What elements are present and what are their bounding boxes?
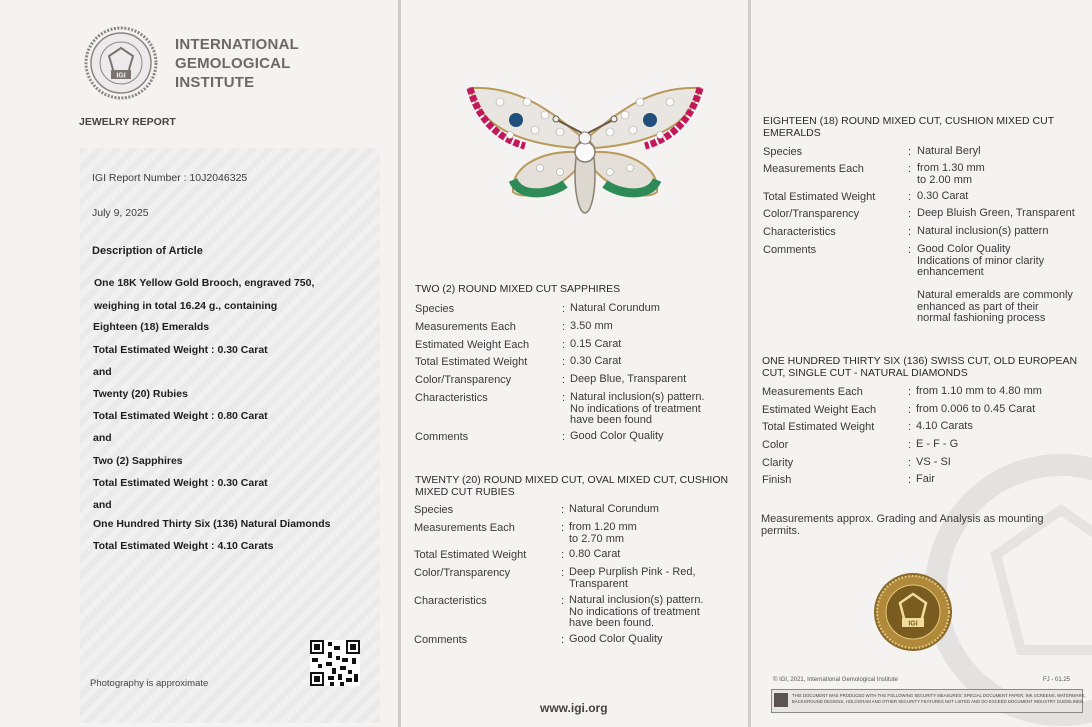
rubies-heading (415, 475, 728, 498)
description-line: Total Estimated Weight : 0.30 Carat (93, 344, 268, 356)
security-shield-icon (774, 693, 788, 707)
field-value: Good Color Quality (569, 633, 663, 645)
value-line: have been found. (569, 617, 655, 629)
field-value (917, 244, 1044, 279)
field-label: Species (415, 303, 455, 315)
colon: : (908, 163, 912, 175)
field-value (569, 522, 637, 545)
field-label: Species (763, 146, 803, 158)
security-text (792, 693, 1086, 705)
description-line: One Hundred Thirty Six (136) Natural Diamonds (93, 518, 331, 530)
value-line: to 2.00 mm (917, 173, 973, 186)
diamonds-panel (751, 0, 1092, 727)
colon: : (908, 226, 912, 238)
description-line: Total Estimated Weight : 4.10 Carats (93, 540, 274, 552)
colon: : (562, 374, 566, 386)
colon: : (908, 404, 912, 416)
description-line: and (93, 432, 112, 444)
field-value: 4.10 Carats (916, 420, 973, 432)
note-line: enhanced as part of their (917, 300, 1039, 313)
emeralds-enhancement-note (917, 290, 1073, 325)
description-line: weighing in total 16.24 g., containing (94, 300, 278, 312)
report-type-title: JEWELRY REPORT (79, 116, 176, 128)
field-value (569, 567, 696, 590)
colon: : (908, 244, 912, 256)
field-value: from 1.10 mm to 4.80 mm (916, 385, 1042, 397)
heading-line: TWENTY (20) ROUND MIXED CUT, OVAL MIXED CUT, CUSHION (415, 474, 729, 486)
colon: : (908, 439, 912, 451)
field-value: 3.50 mm (570, 320, 613, 332)
value-line: Natural inclusion(s) pattern. (570, 391, 705, 403)
colon: : (562, 431, 566, 443)
value-line: enhancement (917, 266, 984, 278)
field-label: Total Estimated Weight (415, 356, 528, 368)
svg-text:IGI: IGI (908, 620, 918, 628)
colon: : (908, 474, 912, 486)
field-label: Clarity (762, 457, 794, 469)
field-label: Color/Transparency (414, 567, 511, 579)
field-label: Measurements Each (763, 163, 864, 175)
value-line: No indications of treatment (570, 402, 701, 415)
field-label: Total Estimated Weight (762, 421, 875, 433)
value-line: from 1.30 mm (917, 162, 985, 174)
security-line: BACKGROUND DESIGNS, HOLOGRAM AND OTHER SECURITY FEATURES NOT LISTED AND DO EXCEED DOCUMENT INDUSTRY GUIDELINES. (792, 699, 1084, 704)
field-label: Comments (763, 244, 817, 256)
gold-igi-hologram-seal (872, 572, 954, 652)
field-label: Color/Transparency (415, 374, 512, 386)
org-line: INSTITUTE (175, 74, 255, 91)
description-line: and (93, 366, 112, 378)
heading-line: CUT, SINGLE CUT - NATURAL DIAMONDS (762, 366, 968, 379)
org-line: INTERNATIONAL (175, 36, 299, 53)
colon: : (562, 392, 566, 404)
colon: : (908, 146, 912, 158)
field-label: Comments (414, 634, 468, 646)
field-label: Estimated Weight Each (415, 339, 530, 351)
field-label: Color (762, 439, 789, 451)
field-value: E - F - G (916, 438, 959, 450)
colon: : (562, 356, 566, 368)
heading-line: MIXED CUT RUBIES (415, 485, 515, 498)
field-value: Fair (916, 473, 935, 485)
field-value (569, 595, 704, 630)
field-label: Total Estimated Weight (763, 191, 876, 203)
field-label: Characteristics (414, 595, 487, 607)
colon: : (561, 504, 565, 516)
heading-line: EIGHTEEN (18) ROUND MIXED CUT, CUSHION MIXED CUT (763, 115, 1055, 127)
field-value: Natural Corundum (570, 302, 660, 314)
qr-code (310, 640, 360, 686)
colon: : (562, 303, 566, 315)
colored-stones-panel (401, 0, 748, 727)
security-line: THIS DOCUMENT WAS PRODUCED WITH THE FOLLOWING SECURITY MEASURES: SPECIAL DOCUMENT PAPER, INK SCREENS, WATERMARK, (792, 693, 1086, 698)
field-label: Measurements Each (414, 522, 515, 534)
heading-line: EMERALDS (763, 126, 821, 139)
field-label: Comments (415, 431, 469, 443)
field-value: 0.80 Carat (569, 548, 621, 560)
sapphires-heading: TWO (2) ROUND MIXED CUT SAPPHIRES (415, 283, 621, 295)
security-watermark-background (80, 148, 380, 723)
colon: : (561, 634, 565, 646)
report-number: IGI Report Number : 10J2046325 (92, 172, 248, 184)
field-value: Natural Corundum (569, 503, 659, 515)
description-line: Twenty (20) Rubies (93, 388, 188, 400)
colon: : (561, 595, 565, 607)
website-link[interactable]: www.igi.org (540, 701, 608, 715)
colon: : (908, 386, 912, 398)
field-label: Measurements Each (415, 321, 516, 333)
measurement-note (761, 514, 1044, 537)
value-line: No indications of treatment (569, 605, 700, 618)
colon: : (908, 421, 912, 433)
svg-text:IGI: IGI (116, 72, 126, 80)
value-line: Natural inclusion(s) pattern. (569, 594, 704, 606)
field-value: Deep Blue, Transparent (570, 373, 687, 385)
field-value: 0.15 Carat (570, 338, 622, 350)
field-value: VS - SI (916, 456, 951, 468)
field-value (570, 392, 705, 427)
field-value: Deep Bluish Green, Transparent (917, 207, 1075, 219)
org-line: GEMOLOGICAL (175, 55, 291, 72)
field-label: Species (414, 504, 454, 516)
copyright-text: © IGI, 2021, International Gemological Institute (773, 677, 898, 683)
description-line: Eighteen (18) Emeralds (93, 321, 210, 333)
colon: : (908, 208, 912, 220)
igi-seal-logo (80, 26, 162, 100)
field-label: Color/Transparency (763, 208, 860, 220)
note-line: normal fashioning process (917, 312, 1046, 324)
note-line: permits. (761, 524, 801, 537)
value-line: Transparent (569, 577, 628, 590)
description-line: Total Estimated Weight : 0.80 Carat (93, 410, 268, 422)
form-code: FJ - 01.25 (1043, 677, 1071, 683)
value-line: Deep Purplish Pink - Red, (569, 566, 696, 578)
field-label: Total Estimated Weight (414, 549, 527, 561)
field-value: Natural Beryl (917, 145, 981, 157)
field-value: 0.30 Carat (917, 190, 969, 202)
colon: : (562, 339, 566, 351)
field-label: Measurements Each (762, 386, 863, 398)
photography-note: Photography is approximate (90, 678, 209, 689)
report-cover-panel (0, 0, 398, 727)
value-line: to 2.70 mm (569, 532, 625, 545)
description-line: One 18K Yellow Gold Brooch, engraved 750, (94, 277, 315, 289)
value-line: from 1.20 mm (569, 521, 637, 533)
security-notice-box (771, 689, 1086, 713)
colon: : (561, 567, 565, 579)
colon: : (561, 549, 565, 561)
colon: : (908, 191, 912, 203)
colon: : (562, 321, 566, 333)
note-line: Natural emeralds are commonly (917, 289, 1073, 301)
butterfly-brooch-photo (465, 80, 705, 220)
value-line: Good Color Quality (917, 243, 1011, 255)
field-label: Characteristics (763, 226, 836, 238)
description-heading: Description of Article (92, 245, 203, 257)
description-line: Total Estimated Weight : 0.30 Carat (93, 477, 268, 489)
field-value: Natural inclusion(s) pattern (917, 225, 1049, 237)
field-value (917, 163, 985, 186)
field-value: from 0.006 to 0.45 Carat (916, 403, 1036, 415)
report-date: July 9, 2025 (92, 207, 149, 219)
value-line: Indications of minor clarity (917, 254, 1045, 267)
note-line: Measurements approx. Grading and Analysis as mounting (761, 513, 1044, 525)
field-value: 0.30 Carat (570, 355, 622, 367)
emeralds-heading (763, 116, 1054, 139)
field-label: Characteristics (415, 392, 488, 404)
organization-name (175, 35, 299, 92)
field-label: Estimated Weight Each (762, 404, 877, 416)
description-line: Two (2) Sapphires (93, 455, 183, 467)
colon: : (908, 457, 912, 469)
value-line: have been found (570, 414, 652, 426)
diamonds-heading (762, 356, 1077, 379)
description-line: and (93, 499, 112, 511)
colon: : (561, 522, 565, 534)
field-value: Good Color Quality (570, 430, 664, 442)
field-label: Finish (762, 474, 792, 486)
heading-line: ONE HUNDRED THIRTY SIX (136) SWISS CUT, OLD EUROPEAN (762, 355, 1078, 367)
